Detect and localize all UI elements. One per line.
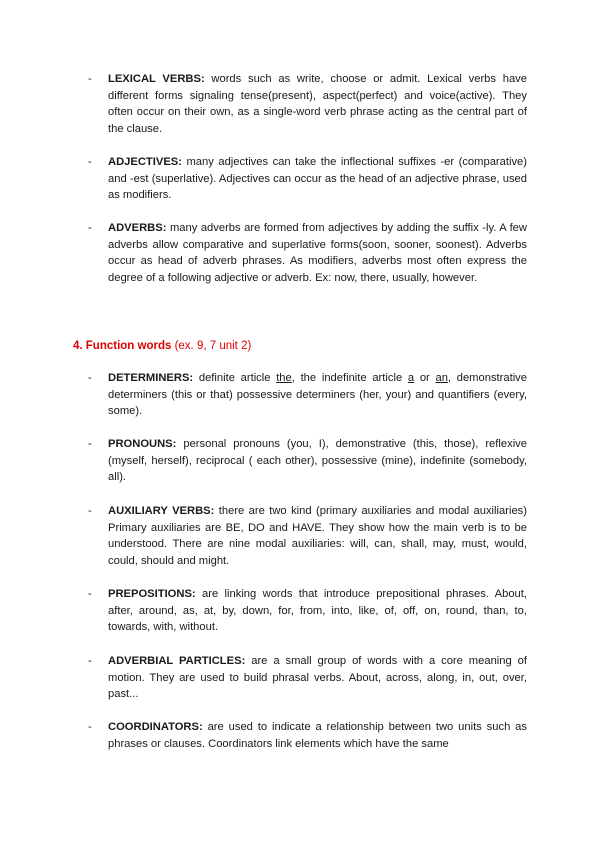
bullet-dash: - xyxy=(88,372,92,384)
term-description: are a small group of words with a core meaning of motion. They are used to build phrasal verbs. About, across, along, in, out, over, past... xyxy=(108,655,527,700)
section-heading xyxy=(73,338,251,355)
list-item-text xyxy=(108,653,527,703)
term-label: COORDINATORS: xyxy=(108,721,203,733)
term-description: many adjectives can take the inflectional suffixes -er (comparative) and -est (superlative). Adjectives can occur as the head of an adjective phrase, used as modifiers. xyxy=(108,156,527,201)
term-description: personal pronouns (you, I), demonstrative (this, those), reflexive (myself, herself), reciprocal ( each other), possessive (mine), indefinite (somebody, all). xyxy=(108,438,527,483)
list-item-text xyxy=(108,503,527,569)
term-label: PRONOUNS: xyxy=(108,438,177,450)
underlined-word: the xyxy=(276,372,292,384)
bullet-dash: - xyxy=(88,505,92,517)
list-item-lexical-verbs xyxy=(88,71,527,137)
list-item-auxiliary-verbs xyxy=(88,503,527,569)
term-label: DETERMINERS: xyxy=(108,372,194,384)
list-item-text xyxy=(108,586,527,636)
bullet-dash: - xyxy=(88,438,92,450)
underlined-word: an xyxy=(435,372,448,384)
term-description: there are two kind (primary auxiliaries and modal auxiliaries) Primary auxiliaries are BE, DO and HAVE. They show how the main verb is to be understood. There are nine modal auxiliaries: will, can, shall, may, must, would, could, should and might. xyxy=(108,505,527,567)
term-description: are used to indicate a relationship between two units such as phrases or clauses. Coordinators link elements which have the same xyxy=(108,721,527,750)
list-item-text xyxy=(108,71,527,137)
term-label: ADJECTIVES: xyxy=(108,156,182,168)
list-item-text: DETERMINERS: definite article the, the indefinite article a or an, demonstrative determiners (this or that) possessive determiners (her, your) and quantifiers (every, some). xyxy=(108,372,528,417)
term-label: ADVERBIAL PARTICLES: xyxy=(108,655,246,667)
term-label: ADVERBS: xyxy=(108,222,167,234)
bullet-dash: - xyxy=(88,655,92,667)
bullet-dash: - xyxy=(88,222,92,234)
list-item-text xyxy=(108,719,527,752)
term-description: many adverbs are formed from adjectives by adding the suffix -ly. A few adverbs allow comparative and superlative forms(soon, sooner, soonest). Adverbs occur as head of adverb phrases. As modifiers, adverbs most often express the degree of a following adjective or adverb. Ex: now, there, usually, however. xyxy=(108,222,527,284)
section-title: 4. Function words xyxy=(73,340,172,352)
list-item-adverbial-particles xyxy=(88,653,527,703)
list-item-adjectives xyxy=(88,154,527,204)
list-item-determiners xyxy=(88,370,527,420)
term-label: LEXICAL VERBS: xyxy=(108,73,205,85)
term-description: words such as write, choose or admit. Lexical verbs have different forms signaling tense(present), aspect(perfect) and voice(active). They often occur on their own, as a single-word verb phrase acting as the central part of the clause. xyxy=(108,73,527,135)
section-reference: (ex. 9, 7 unit 2) xyxy=(171,340,252,352)
list-item-text xyxy=(108,154,527,204)
term-label: PREPOSITIONS: xyxy=(108,588,196,600)
term-description: are linking words that introduce prepositional phrases. About, after, around, as, at, by, down, for, from, into, like, of, off, on, round, than, to, towards, with, without. xyxy=(108,588,527,633)
bullet-dash: - xyxy=(88,588,92,600)
list-item-pronouns xyxy=(88,436,527,486)
list-item-text xyxy=(108,436,527,486)
list-item-adverbs xyxy=(88,220,527,286)
bullet-dash: - xyxy=(88,73,92,85)
list-item-prepositions xyxy=(88,586,527,636)
term-label: AUXILIARY VERBS: xyxy=(108,505,215,517)
list-item-text xyxy=(108,220,527,286)
underlined-word: a xyxy=(407,372,415,384)
bullet-dash: - xyxy=(88,156,92,168)
bullet-dash: - xyxy=(88,721,92,733)
list-item-coordinators xyxy=(88,719,527,752)
